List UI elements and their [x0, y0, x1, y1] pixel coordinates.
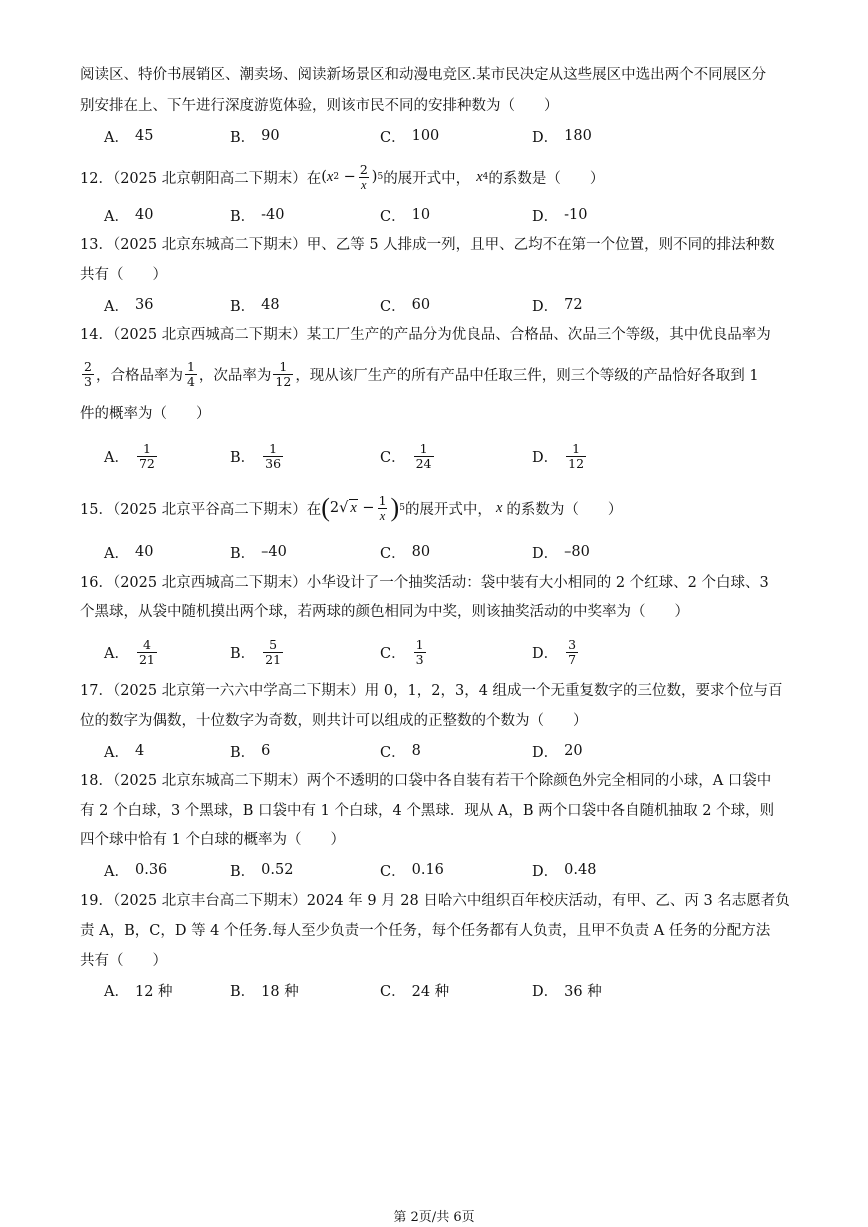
q14-text-line-1: 14．（2025 北京西城高二下期末）某工厂生产的产品分为优良品、合格品、次品三个等级，其中优良品率为 [80, 327, 771, 343]
q16-option-c[interactable]: C． $\frac{1}{3}$ [380, 636, 424, 667]
q12-option-a[interactable]: A． 40 [104, 207, 154, 225]
q14-option-d[interactable]: D． $\frac{1}{12}$ [532, 440, 585, 471]
q18-option-b[interactable]: B． 0.52 [230, 862, 294, 880]
page-footer: 第 2页/共 6页 [393, 1210, 475, 1225]
q19-option-a[interactable]: A． 12 种 [104, 983, 173, 1000]
q15-binomial-expression: ( 2 √ x − $\frac{1}{x}$ ) 5 [321, 492, 405, 523]
q15-option-c[interactable]: C． 80 [380, 544, 431, 562]
q14-option-a[interactable]: A． $\frac{1}{72}$ [104, 440, 155, 471]
q19-options [104, 972, 804, 1008]
q17-text-line-1: 17．（2025 北京第一六六中学高二下期末）用 0，1，2，3，4 组成一个无重复数字的三位数，要求个位与百 [80, 683, 783, 699]
q12-options [104, 197, 804, 233]
q11-option-c[interactable]: C． 100 [380, 128, 440, 146]
q16-option-b[interactable]: B． $\frac{5}{21}$ [230, 636, 282, 667]
q14-options [104, 436, 804, 476]
q12-option-d[interactable]: D． -10 [532, 207, 588, 225]
q19-option-d[interactable]: D． 36 种 [532, 983, 602, 1000]
q11-options [104, 118, 804, 154]
q18-text-line-2: 有 2 个白球，3 个黑球，B 口袋中有 1 个白球，4 个黑球．现从 A，B 两个口袋中各自随机抽取 2 个球，则 [80, 803, 775, 819]
q11-text-line-2: 别安排在上、下午进行深度游览体验，则该市民不同的安排种数为（ ） [80, 98, 559, 114]
q11-option-a[interactable]: A． 45 [104, 128, 154, 146]
q12-binomial-expression: ( x 2 − $\frac{2}{x}$ ) 5 [321, 161, 384, 192]
q16-option-d[interactable]: D． $\frac{3}{7}$ [532, 636, 577, 667]
q13-option-c[interactable]: C． 60 [380, 297, 431, 315]
q16-option-a[interactable]: A． $\frac{4}{21}$ [104, 636, 155, 667]
q16-options [104, 632, 804, 672]
q18-option-a[interactable]: A． 0.36 [104, 862, 168, 880]
q14-bad-rate-fraction: $\frac{1}{12}$ [275, 358, 292, 389]
q12-option-c[interactable]: C． 10 [380, 207, 431, 225]
q13-text-line-1: 13．（2025 北京东城高二下期末）甲、乙等 5 人排成一列，且甲、乙均不在第一个位置，则不同的排法种数 [80, 237, 775, 253]
q18-options [104, 852, 804, 888]
q17-option-c[interactable]: C． 8 [380, 743, 421, 761]
q11-option-b[interactable]: B． 90 [230, 128, 280, 146]
q18-text-line-1: 18．（2025 北京东城高二下期末）两个不透明的口袋中各自装有若干个除颜色外完全相同的小球，A 口袋中 [80, 773, 772, 789]
q15-stem: 15．（2025 北京平谷高二下期末）在 ( 2 √ x − $\frac{1}{x}$ ) 5 的展开式中， x 的系数为（ ） [80, 492, 623, 523]
q12-stem: 12．（2025 北京朝阳高二下期末）在 ( x 2 − $\frac{2}{x}$ ) 5 的展开式中， x 4 的系数是（ ） [80, 161, 605, 192]
q19-text-line-2: 责 A，B，C，D 等 4 个任务.每人至少负责一个任务，每个任务都有人负责，且甲不负责 A 任务的分配方法 [80, 923, 771, 939]
q16-text-line-2: 个黑球，从袋中随机摸出两个球，若两球的颜色相同为中奖，则该抽奖活动的中奖率为（ ） [80, 604, 689, 620]
q19-text-line-1: 19．（2025 北京丰台高二下期末）2024 年 9 月 28 日哈六中组织百年校庆活动，有甲、乙、丙 3 名志愿者负 [80, 893, 790, 909]
q15-option-a[interactable]: A． 40 [104, 544, 154, 562]
q17-option-b[interactable]: B． 6 [230, 743, 271, 761]
q14-text-line-2: $\frac{2}{3}$ ，合格品率为 $\frac{1}{4}$ ，次品率为 $\frac{1}{12}$ ，现从该厂生产的所有产品中任取三件，则三个等级的产品恰好各取到 1 [84, 358, 759, 389]
q17-text-line-2: 位的数字为偶数，十位数字为奇数，则共计可以组成的正整数的个数为（ ） [80, 713, 588, 729]
q19-option-b[interactable]: B． 18 种 [230, 983, 299, 1000]
q15-options [104, 534, 804, 570]
q11-option-d[interactable]: D． 180 [532, 128, 592, 146]
q13-options [104, 287, 804, 323]
q17-options [104, 733, 804, 769]
q13-option-b[interactable]: B． 48 [230, 297, 280, 315]
q11-text-line-1: 阅读区、特价书展销区、潮卖场、阅读新场景区和动漫电竞区.某市民决定从这些展区中选出两个不同展区分 [80, 67, 767, 83]
q19-option-c[interactable]: C． 24 种 [380, 983, 450, 1000]
q17-option-d[interactable]: D． 20 [532, 743, 583, 761]
q15-option-d[interactable]: D． –80 [532, 544, 590, 562]
q12-option-b[interactable]: B． -40 [230, 207, 285, 225]
q16-text-line-1: 16．（2025 北京西城高二下期末）小华设计了一个抽奖活动：袋中装有大小相同的 2 个红球、2 个白球、3 [80, 575, 769, 591]
q14-option-c[interactable]: C． $\frac{1}{24}$ [380, 440, 432, 471]
q14-option-b[interactable]: B． $\frac{1}{36}$ [230, 440, 282, 471]
q19-text-line-3: 共有（ ） [80, 953, 167, 969]
q18-option-c[interactable]: C． 0.16 [380, 862, 444, 880]
q13-option-d[interactable]: D． 72 [532, 297, 583, 315]
q14-good-rate-fraction: $\frac{2}{3}$ [84, 358, 92, 389]
q14-ok-rate-fraction: $\frac{1}{4}$ [186, 358, 195, 389]
q18-text-line-3: 四个球中恰有 1 个白球的概率为（ ） [80, 832, 345, 848]
q14-text-line-3: 件的概率为（ ） [80, 406, 211, 422]
q18-option-d[interactable]: D． 0.48 [532, 862, 597, 880]
q15-option-b[interactable]: B． –40 [230, 544, 287, 562]
q13-option-a[interactable]: A． 36 [104, 297, 154, 315]
q13-text-line-2: 共有（ ） [80, 267, 167, 283]
q17-option-a[interactable]: A． 4 [104, 743, 145, 761]
